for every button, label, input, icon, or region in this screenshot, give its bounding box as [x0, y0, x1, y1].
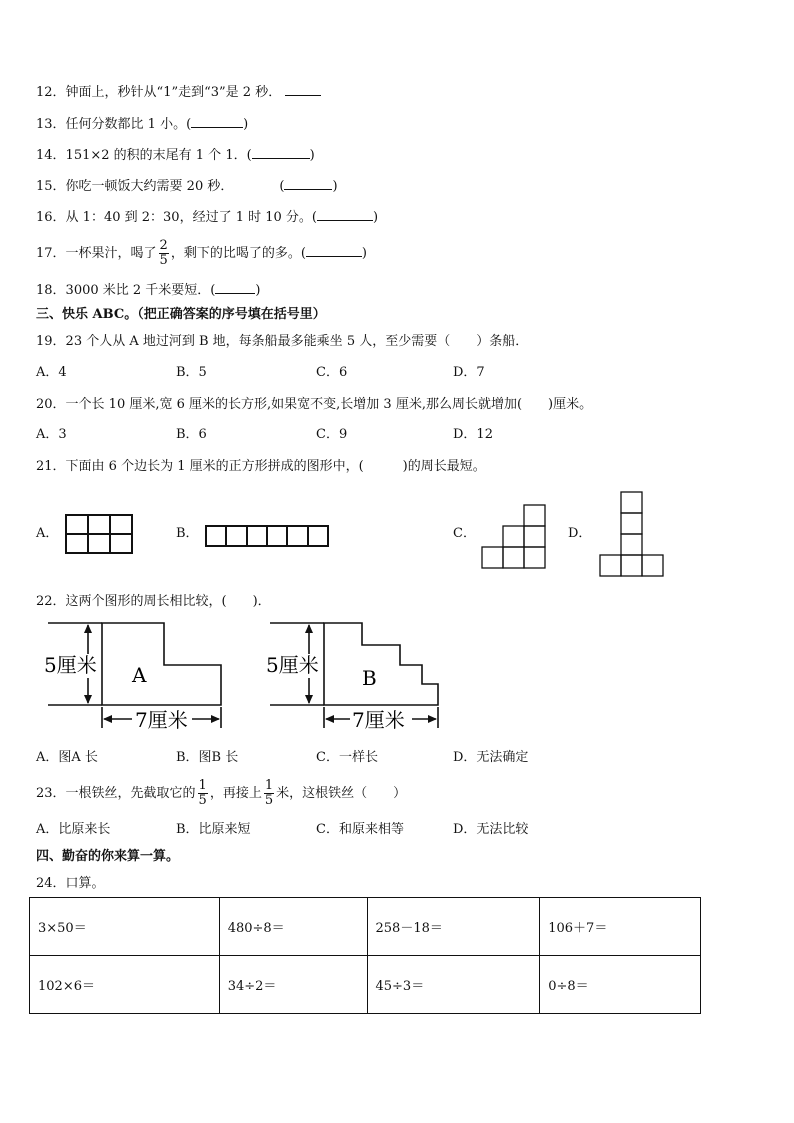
question-21: 21．下面由 6 个边长为 1 厘米的正方形拼成的图形中，( )的周长最短。: [36, 459, 486, 474]
question-19: 19．23 个人从 A 地过河到 B 地，每条船最多能乘坐 5 人，至少需要（ ）条船．: [36, 334, 529, 349]
section-heading: 四、勤奋的你来算一算。: [36, 849, 180, 864]
height-label: 5厘米: [266, 653, 319, 677]
question-24: 24．口算。: [36, 876, 105, 891]
question-13: 13．任何分数都比 1 小。( ): [36, 117, 249, 132]
question-12: 12．钟面上，秒针从“1”走到“3”是 2 秒．: [36, 83, 321, 102]
table-cell[interactable]: 480÷8＝: [219, 898, 367, 956]
option-c[interactable]: C．一样长: [316, 750, 378, 765]
question-14: 14．151×2 的积的末尾有 1 个 1．( ): [36, 148, 315, 163]
answer-blank[interactable]: [252, 146, 310, 159]
option-c[interactable]: C．9: [316, 427, 348, 442]
table-cell[interactable]: 106＋7＝: [540, 898, 701, 956]
table-cell[interactable]: 0÷8＝: [540, 956, 701, 1014]
shape-2x3-grid: [65, 514, 133, 554]
answer-blank[interactable]: [215, 281, 255, 294]
option-c[interactable]: C．6: [316, 365, 348, 380]
option-d[interactable]: D．无法确定: [453, 750, 529, 765]
table-cell[interactable]: 102×6＝: [30, 956, 220, 1014]
option-d[interactable]: D．12: [453, 427, 493, 442]
question-16: 16．从 1：40 到 2：30，经过了 1 时 10 分。( ): [36, 210, 379, 225]
option-a[interactable]: A．图A 长: [36, 750, 98, 765]
option-b[interactable]: B．5: [176, 365, 207, 380]
question-20: 20．一个长 10 厘米,宽 6 厘米的长方形,如果宽不变,长增加 3 厘米,那么周长就增加( )厘米。: [36, 397, 593, 412]
shape-1x6-strip: [205, 525, 329, 547]
option-a[interactable]: A．4: [36, 365, 67, 380]
option-a[interactable]: A．: [36, 526, 59, 541]
question-22: 22．这两个图形的周长相比较，( )．: [36, 594, 271, 609]
answer-blank[interactable]: [306, 244, 362, 257]
shape-staircase: [480, 503, 550, 569]
question-23: 23．一根铁丝，先截取它的 $\frac{1}{5}$ ，再接上 $\frac{1}{5}$ 米，这根铁丝（ ）: [36, 778, 407, 808]
option-b[interactable]: B．: [176, 526, 199, 541]
option-d[interactable]: D．7: [453, 365, 485, 380]
figure-a: [40, 616, 230, 734]
option-c[interactable]: C．: [453, 526, 476, 541]
option-d[interactable]: D．无法比较: [453, 822, 529, 837]
answer-blank[interactable]: [285, 83, 321, 96]
question-17: 17．一杯果汁，喝了 $\frac{2}{5}$ ，剩下的比喝了的多。( ): [36, 238, 367, 268]
option-a[interactable]: A．3: [36, 427, 67, 442]
table-cell[interactable]: 3×50＝: [30, 898, 220, 956]
option-b[interactable]: B．图B 长: [176, 750, 239, 765]
table-row: [30, 956, 701, 1014]
mental-math-table: [29, 897, 701, 1014]
figure-b: [262, 616, 452, 734]
fraction: $\frac{1}{5}$: [198, 778, 207, 808]
table-cell[interactable]: 34÷2＝: [219, 956, 367, 1014]
table-cell[interactable]: 258－18＝: [367, 898, 540, 956]
shape-inverted-t: [597, 489, 665, 579]
width-label: 7厘米: [135, 708, 188, 732]
option-a[interactable]: A．比原来长: [36, 822, 111, 837]
height-label: 5厘米: [44, 653, 97, 677]
table-cell[interactable]: 45÷3＝: [367, 956, 540, 1014]
option-d[interactable]: D．: [568, 526, 592, 541]
option-b[interactable]: B．比原来短: [176, 822, 251, 837]
fraction: $\frac{1}{5}$: [264, 778, 274, 808]
shape-label: A: [132, 663, 147, 687]
width-label: 7厘米: [352, 708, 405, 732]
answer-blank[interactable]: [317, 208, 373, 221]
option-b[interactable]: B．6: [176, 427, 207, 442]
table-row: [30, 898, 701, 956]
section-heading: 三、快乐 ABC。（把正确答案的序号填在括号里）: [36, 307, 326, 322]
answer-blank[interactable]: [191, 115, 243, 128]
fraction: $\frac{2}{5}$: [159, 238, 168, 268]
option-c[interactable]: C．和原来相等: [316, 822, 404, 837]
shape-label: B: [362, 666, 377, 690]
question-18: 18．3000 米比 2 千米要短．( ): [36, 283, 261, 298]
question-15: 15．你吃一顿饭大约需要 20 秒． ( ): [36, 179, 338, 194]
answer-blank[interactable]: [284, 177, 332, 190]
